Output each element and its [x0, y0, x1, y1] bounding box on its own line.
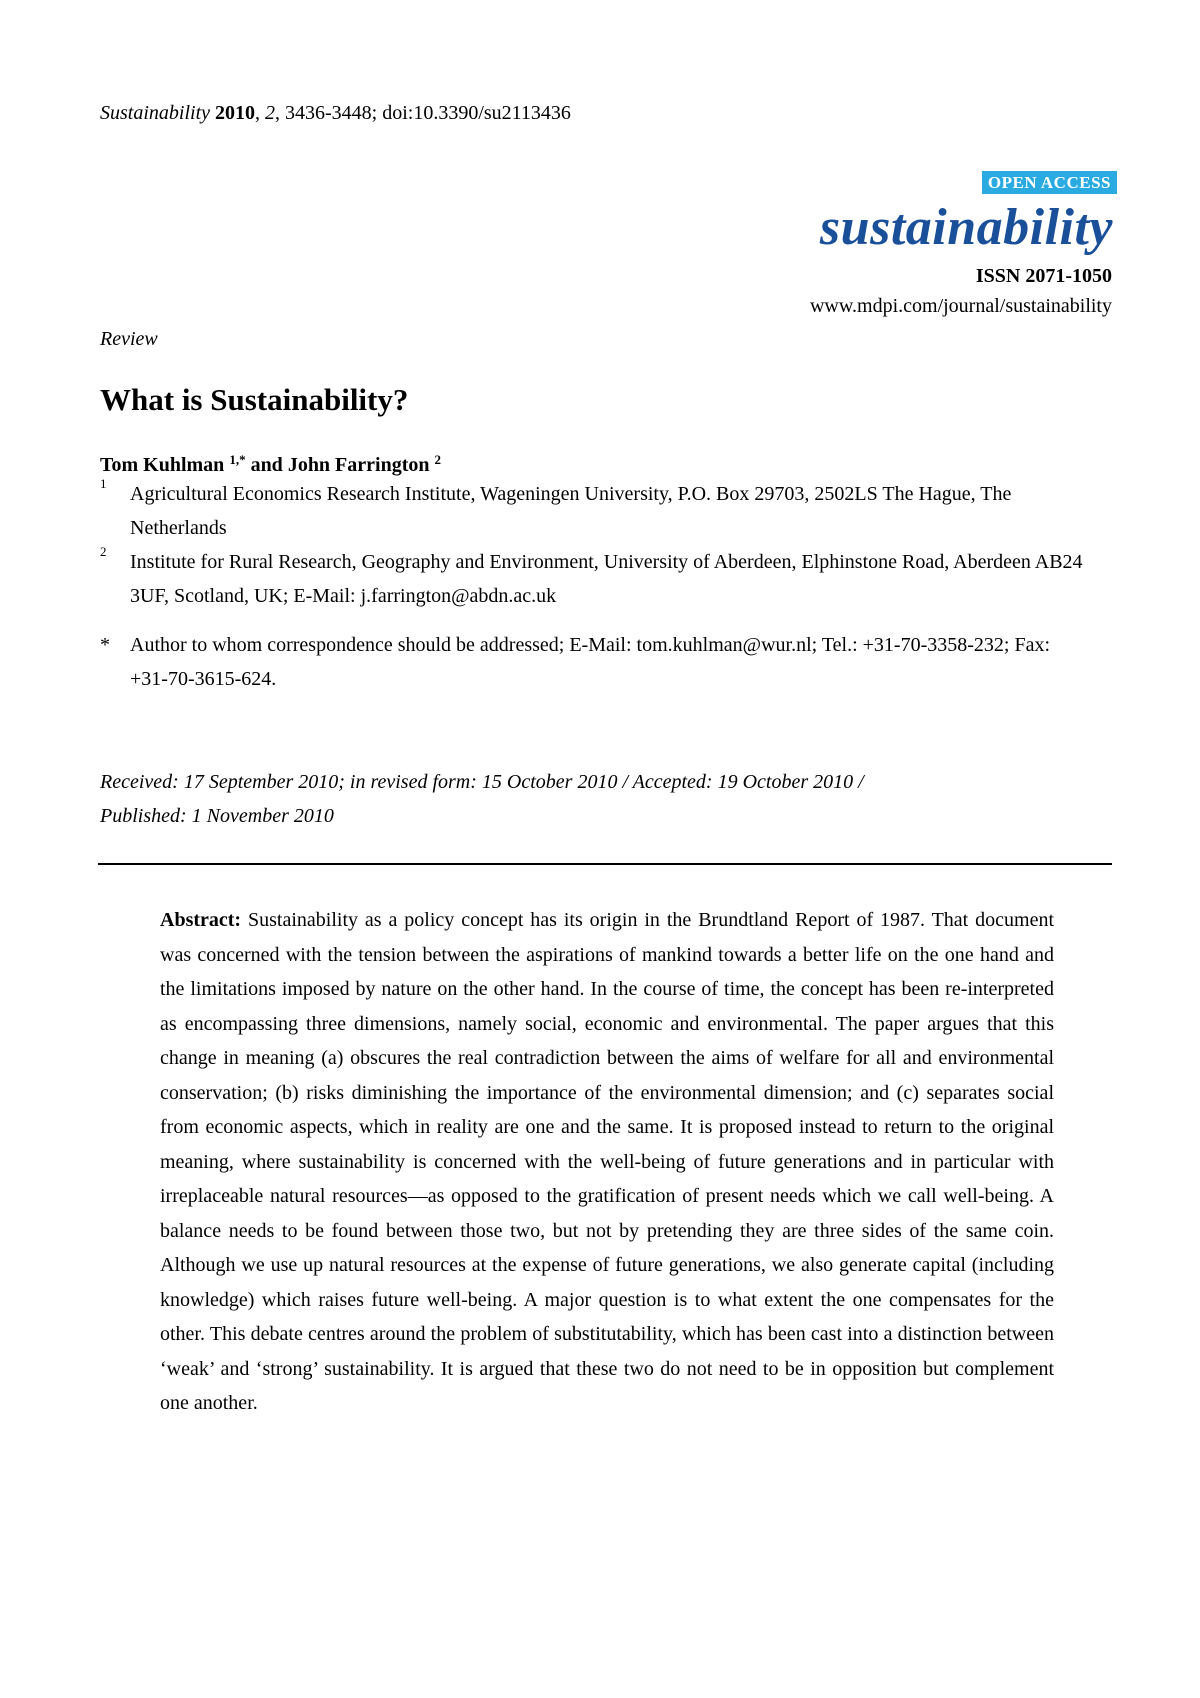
abstract	[160, 903, 1054, 1421]
author-separator: and	[245, 454, 288, 476]
section-divider	[98, 863, 1112, 865]
author-name: John Farrington	[287, 454, 430, 476]
history-line: Published: 1 November 2010	[100, 805, 334, 827]
author-name: Tom Kuhlman	[100, 454, 225, 476]
correspondence-text: Author to whom correspondence should be addressed; E-Mail: tom.kuhlman@wur.nl; Tel.: +31-70-3358-232; Fax: +31-70-3615-624.	[130, 634, 1050, 690]
issn: ISSN 2071-1050	[975, 265, 1112, 287]
citation-journal: Sustainability	[100, 102, 210, 124]
affiliation-item	[100, 477, 1090, 545]
author-list	[100, 452, 441, 478]
affiliation-marker: 1	[100, 476, 107, 491]
affiliation-marker: 2	[100, 544, 107, 559]
citation-year: 2010	[215, 102, 255, 124]
abstract-label: Abstract:	[160, 909, 242, 931]
affiliation-text: Institute for Rural Research, Geography and Environment, University of Aberdeen, Elphinstone Road, Aberdeen AB24 3UF, Scotland, UK; E-Mail: j.farrington@abdn.ac.uk	[130, 551, 1083, 607]
open-access-badge: OPEN ACCESS	[982, 171, 1117, 194]
author-affiliation-marker: 2	[434, 452, 441, 467]
citation-volume: 2	[265, 102, 275, 124]
paper-title: What is Sustainability?	[100, 382, 409, 417]
article-type: Review	[100, 328, 158, 350]
abstract-text: Sustainability as a policy concept has its origin in the Brundtland Report of 1987. That document was concerned with the tension between the aspirations of mankind towards a better life on the one hand and the limitations imposed by nature on the other hand. In the course of time, the concept has been re-interpreted as encompassing three dimensions, namely social, economic and environmental. The paper argues that this change in meaning (a) obscures the real contradiction between the aims of welfare for all and environmental conservation; (b) risks diminishing the importance of the environmental dimension; and (c) separates social from economic aspects, which in reality are one and the same. It is proposed instead to return to the original meaning, where sustainability is concerned with the well-being of future generations and in particular with irreplaceable natural resources—as opposed to the gratification of present needs which we call well-being. A balance needs to be found between those two, but not by pretending they are three sides of the same coin. Although we use up natural resources at the expense of future generations, we also generate capital (including knowledge) which raises future well-being. A major question is to what extent the one compensates for the other. This debate centres around the problem of substitutability, which has been cast into a distinction between ‘weak’ and ‘strong’ sustainability. It is argued that these two do not need to be in opposition but complement one another.	[160, 909, 1055, 1414]
citation-line: Sustainability 2010, 2, 3436-3448; doi:10.3390/su2113436	[100, 102, 571, 124]
author-affiliation-marker: 1,*	[229, 452, 246, 467]
publication-history	[100, 765, 1100, 833]
affiliation-text: Agricultural Economics Research Institute, Wageningen University, P.O. Box 29703, 2502LS The Hague, The Netherlands	[130, 483, 1012, 539]
journal-url[interactable]: www.mdpi.com/journal/sustainability	[809, 295, 1112, 317]
correspondence-marker: *	[100, 634, 110, 656]
affiliation-item	[100, 545, 1090, 613]
correspondence-note	[100, 628, 1090, 696]
journal-logo: sustainability	[819, 199, 1113, 256]
history-line: Received: 17 September 2010; in revised form: 15 October 2010 / Accepted: 19 October 2010 /	[100, 771, 864, 793]
citation-pages-doi: , 3436-3448; doi:10.3390/su2113436	[275, 102, 571, 124]
